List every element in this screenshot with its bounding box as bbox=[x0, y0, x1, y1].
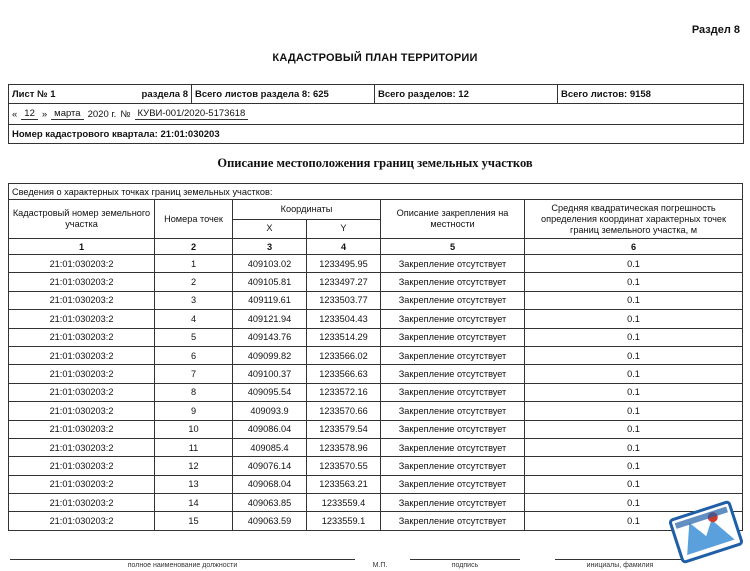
y-coord-cell: 1233566.02 bbox=[307, 346, 381, 364]
x-coord-cell: 409095.54 bbox=[233, 383, 307, 401]
point-number-cell: 4 bbox=[155, 310, 233, 328]
fixing-cell: Закрепление отсутствует bbox=[381, 494, 525, 512]
error-cell: 0.1 bbox=[525, 291, 743, 309]
y-coord-cell: 1233563.21 bbox=[307, 475, 381, 493]
error-cell: 0.1 bbox=[525, 328, 743, 346]
table-row bbox=[9, 273, 743, 291]
section-number: раздела 8 bbox=[141, 88, 188, 100]
x-coord-cell: 409121.94 bbox=[233, 310, 307, 328]
fixing-cell: Закрепление отсутствует bbox=[381, 346, 525, 364]
error-cell: 0.1 bbox=[525, 438, 743, 456]
position-line bbox=[10, 559, 355, 560]
cadastral-number-cell: 21:01:030203:2 bbox=[9, 328, 155, 346]
document-header bbox=[8, 84, 744, 144]
y-coord-cell: 1233503.77 bbox=[307, 291, 381, 309]
cadastral-number-cell: 21:01:030203:2 bbox=[9, 402, 155, 420]
fixing-cell: Закрепление отсутствует bbox=[381, 402, 525, 420]
x-coord-cell: 409086.04 bbox=[233, 420, 307, 438]
point-number-cell: 5 bbox=[155, 328, 233, 346]
y-coord-cell: 1233559.4 bbox=[307, 494, 381, 512]
table-row bbox=[9, 365, 743, 383]
table-row bbox=[9, 346, 743, 364]
col-number: 5 bbox=[381, 239, 525, 255]
y-coord-cell: 1233572.16 bbox=[307, 383, 381, 401]
col-number: 3 bbox=[233, 239, 307, 255]
cadastral-number-cell: 21:01:030203:2 bbox=[9, 383, 155, 401]
fixing-cell: Закрепление отсутствует bbox=[381, 438, 525, 456]
error-cell: 0.1 bbox=[525, 255, 743, 273]
section-title: Описание местоположения границ земельных участков bbox=[217, 156, 533, 170]
fixing-cell: Закрепление отсутствует bbox=[381, 291, 525, 309]
cadastral-number-cell: 21:01:030203:2 bbox=[9, 310, 155, 328]
x-coord-cell: 409063.59 bbox=[233, 512, 307, 530]
point-number-cell: 15 bbox=[155, 512, 233, 530]
sheet-cell bbox=[9, 85, 192, 103]
cadastral-number-cell: 21:01:030203:2 bbox=[9, 365, 155, 383]
date-day: 12 bbox=[21, 108, 38, 120]
x-coord-cell: 409119.61 bbox=[233, 291, 307, 309]
x-coord-cell: 409100.37 bbox=[233, 365, 307, 383]
signature-line bbox=[410, 559, 520, 560]
fixing-cell: Закрепление отсутствует bbox=[381, 310, 525, 328]
col-number: 1 bbox=[9, 239, 155, 255]
point-number-cell: 2 bbox=[155, 273, 233, 291]
points-table-wrap bbox=[8, 183, 742, 531]
error-cell: 0.1 bbox=[525, 457, 743, 475]
x-coord-cell: 409063.85 bbox=[233, 494, 307, 512]
date-year: 2020 г. bbox=[87, 108, 117, 120]
plan-title: КАДАСТРОВЫЙ ПЛАН ТЕРРИТОРИИ bbox=[272, 52, 478, 64]
y-coord-cell: 1233497.27 bbox=[307, 273, 381, 291]
point-number-cell: 7 bbox=[155, 365, 233, 383]
header-error: Средняя квадратическая погрешность определения координат характерных точек границ земельного участка, м bbox=[525, 200, 743, 239]
point-number-cell: 12 bbox=[155, 457, 233, 475]
cadastral-number-cell: 21:01:030203:2 bbox=[9, 512, 155, 530]
signature-label: подпись bbox=[451, 562, 479, 569]
cadastral-number-cell: 21:01:030203:2 bbox=[9, 438, 155, 456]
fixing-cell: Закрепление отсутствует bbox=[381, 255, 525, 273]
x-coord-cell: 409068.04 bbox=[233, 475, 307, 493]
doc-no-label: № bbox=[120, 108, 131, 120]
col-number: 4 bbox=[307, 239, 381, 255]
error-cell: 0.1 bbox=[525, 512, 743, 530]
error-cell: 0.1 bbox=[525, 365, 743, 383]
error-cell: 0.1 bbox=[525, 383, 743, 401]
error-cell: 0.1 bbox=[525, 402, 743, 420]
point-number-cell: 3 bbox=[155, 291, 233, 309]
table-row bbox=[9, 438, 743, 456]
cadastral-number-cell: 21:01:030203:2 bbox=[9, 291, 155, 309]
date-open-quote: « bbox=[12, 108, 18, 120]
fixing-cell: Закрепление отсутствует bbox=[381, 273, 525, 291]
fixing-cell: Закрепление отсутствует bbox=[381, 365, 525, 383]
header-y: Y bbox=[307, 219, 381, 239]
x-coord-cell: 409103.02 bbox=[233, 255, 307, 273]
y-coord-cell: 1233559.1 bbox=[307, 512, 381, 530]
table-row bbox=[9, 457, 743, 475]
sheet-number: Лист № 1 bbox=[12, 88, 56, 100]
column-number-row bbox=[9, 239, 743, 255]
error-cell: 0.1 bbox=[525, 420, 743, 438]
quarter-number: Номер кадастрового квартала: 21:01:030203 bbox=[12, 128, 220, 140]
point-number-cell: 6 bbox=[155, 346, 233, 364]
fixing-cell: Закрепление отсутствует bbox=[381, 475, 525, 493]
error-cell: 0.1 bbox=[525, 310, 743, 328]
position-label: полное наименование должности bbox=[127, 562, 238, 569]
y-coord-cell: 1233578.96 bbox=[307, 438, 381, 456]
date-row bbox=[9, 104, 743, 125]
cadastral-number-cell: 21:01:030203:2 bbox=[9, 457, 155, 475]
header-cadastral: Кадастровый номер земельного участка bbox=[9, 200, 155, 239]
y-coord-cell: 1233495.95 bbox=[307, 255, 381, 273]
table-caption: Сведения о характерных точках границ земельных участков: bbox=[9, 184, 743, 200]
table-row bbox=[9, 328, 743, 346]
point-number-cell: 10 bbox=[155, 420, 233, 438]
fixing-cell: Закрепление отсутствует bbox=[381, 512, 525, 530]
fixing-cell: Закрепление отсутствует bbox=[381, 383, 525, 401]
sheets-total: Всего листов: 9158 bbox=[561, 88, 651, 100]
fixing-cell: Закрепление отсутствует bbox=[381, 457, 525, 475]
sections-total: Всего разделов: 12 bbox=[375, 85, 558, 103]
y-coord-cell: 1233579.54 bbox=[307, 420, 381, 438]
error-cell: 0.1 bbox=[525, 273, 743, 291]
header-x: X bbox=[233, 219, 307, 239]
points-table bbox=[8, 183, 743, 531]
cadastral-number-cell: 21:01:030203:2 bbox=[9, 494, 155, 512]
cadastral-number-cell: 21:01:030203:2 bbox=[9, 346, 155, 364]
error-cell: 0.1 bbox=[525, 346, 743, 364]
table-row bbox=[9, 494, 743, 512]
fixing-cell: Закрепление отсутствует bbox=[381, 328, 525, 346]
doc-number: КУВИ-001/2020-5173618 bbox=[135, 108, 249, 120]
cadastral-number-cell: 21:01:030203:2 bbox=[9, 255, 155, 273]
signature-footer bbox=[0, 553, 750, 571]
x-coord-cell: 409143.76 bbox=[233, 328, 307, 346]
table-row bbox=[9, 512, 743, 530]
map-stamp-icon bbox=[665, 496, 747, 568]
error-cell: 0.1 bbox=[525, 494, 743, 512]
point-number-cell: 11 bbox=[155, 438, 233, 456]
table-row bbox=[9, 402, 743, 420]
table-row bbox=[9, 310, 743, 328]
header-fixing: Описание закрепления на местности bbox=[381, 200, 525, 239]
table-row bbox=[9, 255, 743, 273]
error-cell: 0.1 bbox=[525, 475, 743, 493]
y-coord-cell: 1233566.63 bbox=[307, 365, 381, 383]
cadastral-number-cell: 21:01:030203:2 bbox=[9, 273, 155, 291]
col-number: 2 bbox=[155, 239, 233, 255]
col-number: 6 bbox=[525, 239, 743, 255]
header-coords: Координаты bbox=[233, 200, 381, 220]
table-row bbox=[9, 291, 743, 309]
table-row bbox=[9, 475, 743, 493]
fixing-cell: Закрепление отсутствует bbox=[381, 420, 525, 438]
cadastral-number-cell: 21:01:030203:2 bbox=[9, 420, 155, 438]
razdel-label: Раздел 8 bbox=[691, 24, 740, 36]
x-coord-cell: 409085.4 bbox=[233, 438, 307, 456]
point-number-cell: 13 bbox=[155, 475, 233, 493]
mp-label: М.П. bbox=[372, 562, 388, 569]
x-coord-cell: 409093.9 bbox=[233, 402, 307, 420]
x-coord-cell: 409105.81 bbox=[233, 273, 307, 291]
point-number-cell: 1 bbox=[155, 255, 233, 273]
y-coord-cell: 1233570.55 bbox=[307, 457, 381, 475]
header-points: Номера точек bbox=[155, 200, 233, 239]
x-coord-cell: 409076.14 bbox=[233, 457, 307, 475]
initials-label: инициалы, фамилия bbox=[586, 562, 654, 569]
point-number-cell: 8 bbox=[155, 383, 233, 401]
y-coord-cell: 1233570.66 bbox=[307, 402, 381, 420]
point-number-cell: 14 bbox=[155, 494, 233, 512]
table-row bbox=[9, 420, 743, 438]
cadastral-number-cell: 21:01:030203:2 bbox=[9, 475, 155, 493]
date-month: марта bbox=[51, 108, 83, 120]
date-close-quote: » bbox=[41, 108, 48, 120]
table-row bbox=[9, 383, 743, 401]
sheets-in-section: Всего листов раздела 8: 625 bbox=[192, 85, 375, 103]
y-coord-cell: 1233514.29 bbox=[307, 328, 381, 346]
x-coord-cell: 409099.82 bbox=[233, 346, 307, 364]
point-number-cell: 9 bbox=[155, 402, 233, 420]
y-coord-cell: 1233504.43 bbox=[307, 310, 381, 328]
